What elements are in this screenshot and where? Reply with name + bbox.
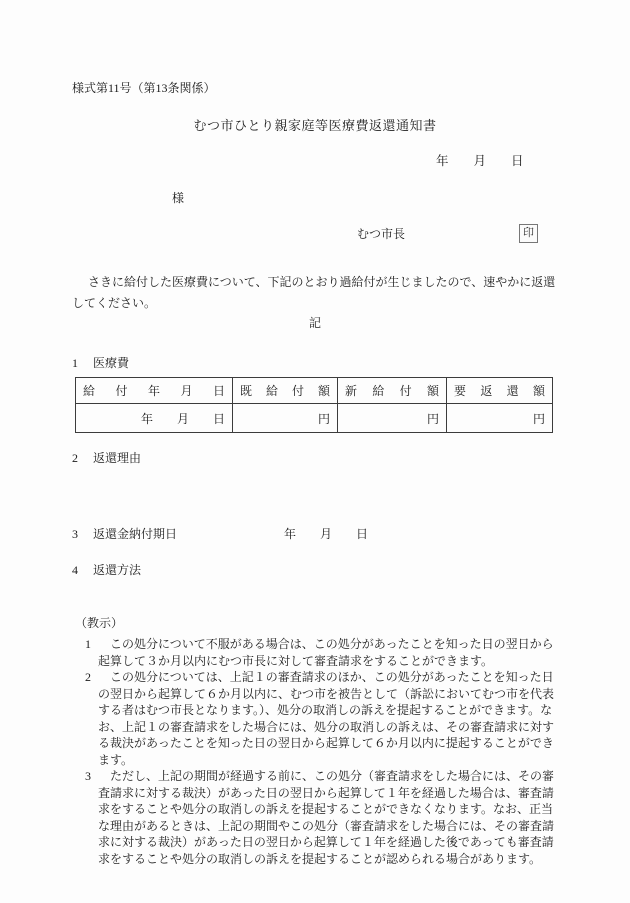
header-refund-amount: 要返還額	[447, 378, 553, 404]
notice-item-2	[85, 669, 559, 768]
section-3-date-blank: 年 月 日	[284, 527, 369, 541]
cell-amount-paid-yen: 円	[233, 404, 338, 433]
section-3-label: 返還金納付期日	[93, 527, 178, 541]
section-2-refund-reason	[72, 450, 141, 466]
notice-item-3	[85, 768, 559, 867]
header-payment-date: 給付年月日	[76, 378, 233, 404]
notice-item-3-text: ただし、上記の期間が経過する前に、この処分（審査請求をした場合には、その審査請求に対する裁決）があった日の翌日から起算して１年を経過した場合は、審査請求をすることや処分の取消しの訴えを提起することができなくなります。なお、正当な理由があるときは、上記の期間やこの処分（審査請求をした場合には、その審査請求に対する裁決）があった日の翌日から起算して１年を経過した後であっても審査請求をすることや処分の取消しの訴えを提起することが認められる場合があります。	[98, 769, 555, 866]
section-1-number: 1	[72, 356, 78, 370]
header-new-amount: 新給付額	[338, 378, 447, 404]
section-4-number: 4	[72, 563, 78, 577]
page-title: むつ市ひとり親家庭等医療費返還通知書	[193, 118, 437, 133]
body-paragraph: さきに給付した医療費について、下記のとおり過給付が生じましたので、速やかに返還してください。	[72, 275, 556, 310]
section-1-medical-expense	[72, 355, 129, 371]
notice-item-1	[85, 636, 559, 669]
header-amount-paid: 既給付額	[233, 378, 338, 404]
notice-item-2-number: 2	[85, 670, 91, 684]
medical-expense-table	[75, 377, 553, 433]
issue-date-blank: 年 月 日	[436, 154, 524, 168]
notice-items	[85, 636, 559, 867]
cell-refund-amount-yen: 円	[447, 404, 553, 433]
section-4-label: 返還方法	[93, 563, 142, 577]
seal-mark: 印	[519, 224, 538, 243]
form-number: 様式第11号（第13条関係）	[72, 81, 216, 95]
addressee-honorific: 様	[172, 191, 185, 205]
issuer-name: むつ市長	[357, 227, 406, 241]
notice-item-3-number: 3	[85, 769, 91, 783]
section-1-label: 医療費	[93, 356, 130, 370]
notice-item-1-number: 1	[85, 637, 91, 651]
notice-item-1-text: この処分について不服がある場合は、この処分があったことを知った日の翌日から起算して３か月以内にむつ市長に対して審査請求をすることができます。	[98, 637, 554, 668]
section-3-number: 3	[72, 527, 78, 541]
section-2-label: 返還理由	[93, 451, 142, 465]
table-data-row	[76, 404, 553, 433]
cell-new-amount-yen: 円	[338, 404, 447, 433]
section-4-refund-method	[72, 562, 141, 578]
record-marker: 記	[308, 316, 321, 330]
notice-item-2-text: この処分については、上記１の審査請求のほか、この処分があったことを知った日の翌日から起算して６か月以内に、むつ市を被告として（訴訟においてむつ市を代表する者はむつ市長となります。）、処分の取消しの訴えを提起することができます。なお、上記１の審査請求をした場合には、処分の取消しの訴えは、その審査請求に対する裁決があったことを知った日の翌日から起算して６か月以内に提起することができます。	[98, 670, 555, 767]
section-3-payment-due-date	[72, 526, 369, 542]
cell-payment-date: 年 月 日	[76, 404, 233, 433]
notice-heading: （教示）	[75, 616, 124, 630]
table-header-row	[76, 378, 553, 404]
section-2-number: 2	[72, 451, 78, 465]
